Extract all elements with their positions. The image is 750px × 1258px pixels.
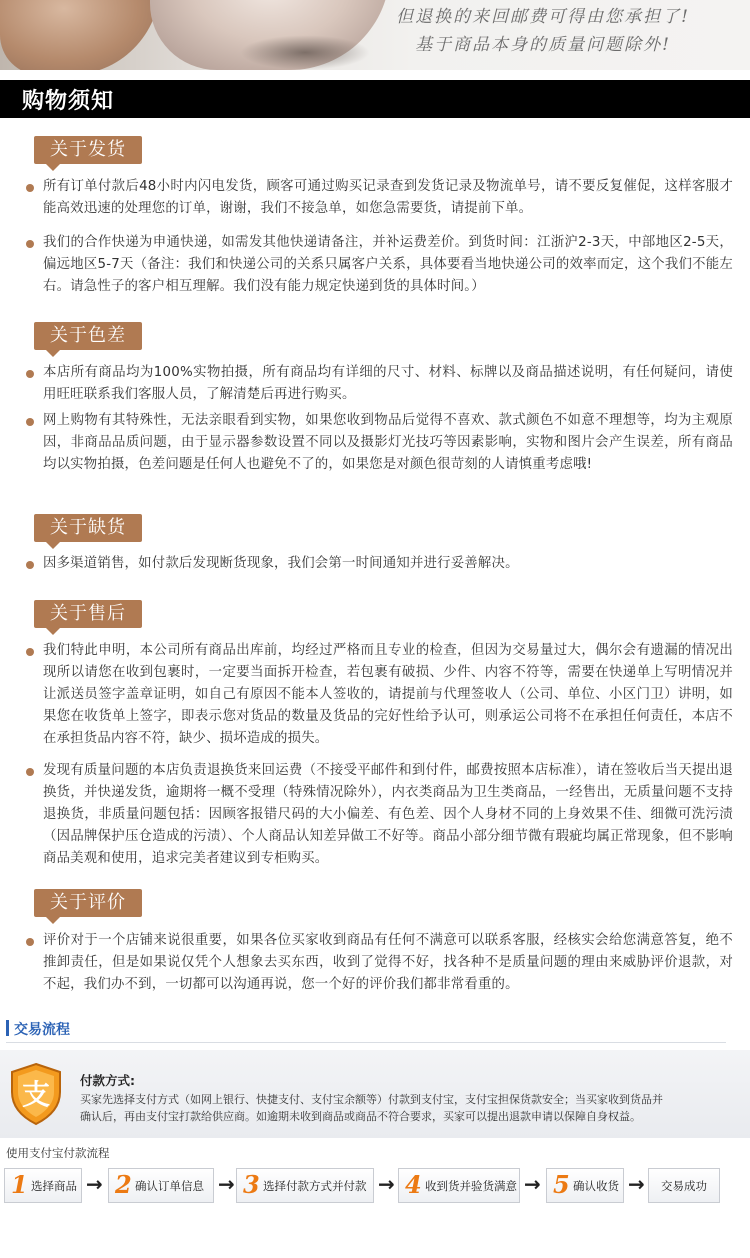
payment-title: 付款方式: xyxy=(80,1073,135,1088)
shield-glyph: 支 xyxy=(21,1078,51,1111)
color-item-1: 本店所有商品均为100%实物拍摄，所有商品均有详细的尺寸、材料、标牌以及商品描述说明，有任何疑问，请使用旺旺联系我们客服人员，了解清楚后再进行购买。 xyxy=(43,365,733,402)
step-trade-success xyxy=(648,1168,720,1203)
aftersale-item-1: 我们特此申明，本公司所有商品出库前，均经过严格而且专业的检查，但因为交易量过大，偶尔会有遗漏的情况出现所以请您在收到包裹时，一定要当面拆开检查，若包裹有破损、少件、内容不符等，需要在快递单上写明情况并让派送员签字盖章证明，如自己有原因不能本人签收的，请提前与代理签收人（公司、单位、小区门卫）讲明，如果您在收货单上签字，即表示您对货品的数量及货品的完好性给予认可，则承运公司将不在承担任何责任，本店不在承担货品内容不符，缺少、损坏造成的损失。 xyxy=(43,643,733,746)
shipping-item-1: 所有订单付款后48小时内闪电发货，顾客可通过购买记录查到发货记录及物流单号，请不要反复催促，这样客服才能高效迅速的处理您的订单，谢谢，我们不接急单，如您急需要货，请提前下单。 xyxy=(43,179,733,216)
bullet-icon xyxy=(26,240,34,248)
step-label: 交易成功 xyxy=(661,1179,707,1193)
header-accent-bar xyxy=(6,1020,9,1036)
bullet-icon xyxy=(26,561,34,569)
banner-slogan-line2: 基于商品本身的质量问题除外! xyxy=(415,35,671,55)
arrow-right-icon: → xyxy=(86,1172,103,1196)
title-bar xyxy=(0,80,750,118)
bullet-icon xyxy=(26,184,34,192)
payment-description-line1: 买家先选择支付方式（如网上银行、快捷支付、支付宝余额等）付款到支付宝，支付宝担保货款安全；当买家收到货品并 xyxy=(80,1093,663,1106)
trade-process-header xyxy=(0,1017,720,1041)
step-label: 选择付款方式并付款 xyxy=(263,1179,367,1193)
section-label-color: 关于色差 xyxy=(34,322,142,350)
step-label: 选择商品 xyxy=(31,1179,77,1193)
section-label-stock: 关于缺货 xyxy=(34,514,142,542)
review-item-1: 评价对于一个店铺来说很重要，如果各位买家收到商品有任何不满意可以联系客服，经核实会给您满意答复，绝不推卸责任，但是如果说仅凭个人想象去买东西，收到了觉得不好，找各种不是质量问题的理由来威胁评价退款，对不起，我们办不到，一切都可以沟通再说，您一个好的评价我们都非常看重的。 xyxy=(43,933,733,992)
arrow-right-icon: → xyxy=(628,1172,645,1196)
payment-description xyxy=(80,1091,710,1125)
step-5-confirm-receipt xyxy=(546,1168,624,1203)
payment-description-line2: 确认后，再由支付宝打款给供应商。如逾期未收到商品或商品不符合要求，买家可以提出退款申请以保障自身权益。 xyxy=(80,1110,641,1123)
step-3-payment xyxy=(236,1168,374,1203)
bullet-icon xyxy=(26,418,34,426)
color-item-2: 网上购物有其特殊性，无法亲眼看到实物，如果您收到物品后觉得不喜欢、款式颜色不如意不理想等，均为主观原因，非商品品质问题，由于显示器参数设置不同以及摄影灯光技巧等因素影响，实物和图片会产生误差，所有商品均以实物拍摄，色差问题是任何人也避免不了的，如果您是对颜色很苛刻的人请慎重考虑哦! xyxy=(43,413,733,472)
step-number: 1 xyxy=(11,1170,28,1199)
banner-arm-image xyxy=(0,0,160,70)
page-title: 购物须知 xyxy=(22,89,115,114)
stock-item-1: 因多渠道销售，如付款后发现断货现象，我们会第一时间通知并进行妥善解决。 xyxy=(43,556,519,571)
bullet-icon xyxy=(26,370,34,378)
step-label: 收到货并验货满意 xyxy=(425,1179,517,1193)
section-label-review: 关于评价 xyxy=(34,889,142,917)
banner-slogan-line1: 但退换的来回邮费可得由您承担了! xyxy=(396,7,690,27)
step-label: 确认订单信息 xyxy=(135,1179,204,1193)
alipay-flow-caption: 使用支付宝付款流程 xyxy=(6,1146,110,1160)
step-1-select-goods xyxy=(4,1168,82,1203)
step-4-receive-goods xyxy=(398,1168,520,1203)
shipping-item-2: 我们的合作快递为申通快递，如需发其他快递请备注，并补运费差价。到货时间：江浙沪2-3天，中部地区2-5天，偏远地区5-7天（备注：我们和快递公司的关系只属客户关系，具体要看当地快递公司的效率而定，这个我们不能左右。请急性子的客户相互理解。我们没有能力规定快递到货的具体时间。） xyxy=(43,235,733,294)
section-label-aftersale: 关于售后 xyxy=(34,600,142,628)
divider xyxy=(6,1042,726,1043)
step-number: 3 xyxy=(243,1170,260,1199)
step-label: 确认收货 xyxy=(573,1179,619,1193)
bullet-icon xyxy=(26,648,34,656)
banner-shadow xyxy=(240,35,370,70)
trade-process-title: 交易流程 xyxy=(14,1022,70,1038)
aftersale-item-2: 发现有质量问题的本店负责退换货来回运费（不接受平邮件和到付件，邮费按照本店标准），请在签收后当天提出退换货，并快递发货，逾期将一概不受理（特殊情况除外），内衣类商品为卫生类商品，一经售出，无质量问题不支持退换货，非质量问题包括：因顾客报错尺码的大小偏差、有色差、因个人身材不同的上身效果不佳、细微可洗污渍（因品牌保护压仓造成的污渍）、个人商品认知差异做工不好等。商品小部分细节微有瑕疵均属正常现象，但不影响商品美观和使用，追求完美者建议到专柜购买。 xyxy=(43,763,733,866)
top-banner xyxy=(0,0,750,70)
step-number: 2 xyxy=(115,1170,132,1199)
section-label-shipping: 关于发货 xyxy=(34,136,142,164)
step-number: 5 xyxy=(553,1170,570,1199)
bullet-icon xyxy=(26,768,34,776)
arrow-right-icon: → xyxy=(524,1172,541,1196)
arrow-right-icon: → xyxy=(218,1172,235,1196)
bullet-icon xyxy=(26,938,34,946)
step-2-confirm-order xyxy=(108,1168,214,1203)
alipay-shield-icon xyxy=(8,1062,64,1126)
arrow-right-icon: → xyxy=(378,1172,395,1196)
step-number: 4 xyxy=(405,1170,422,1199)
